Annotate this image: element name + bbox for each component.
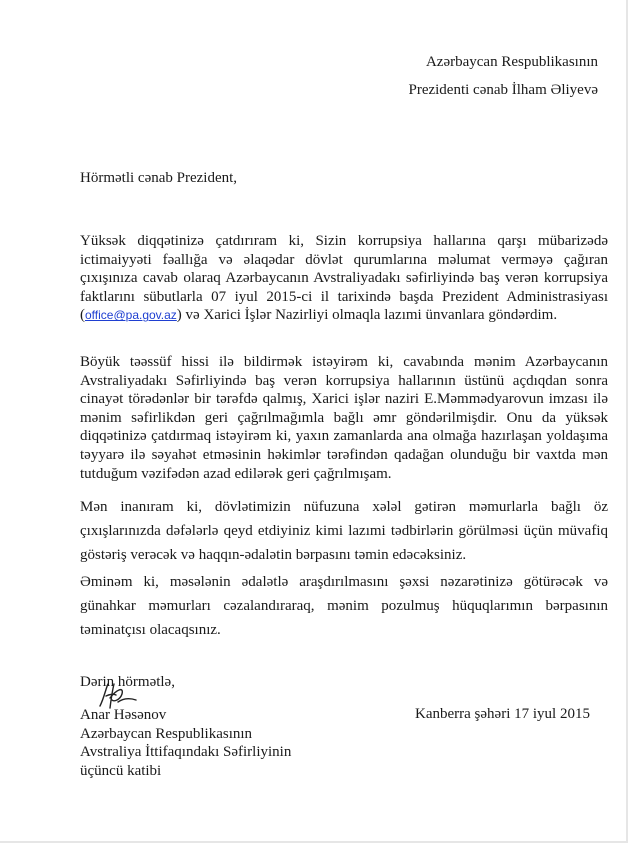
addressee-line-1: Azərbaycan Respublikasının: [425, 54, 598, 70]
sender-name: Anar Həsənov: [80, 707, 167, 723]
sender-line-3: Avstraliya İttifaqındakı Səfirliyinin: [80, 744, 292, 761]
addressee-line-2: Prezidenti cənab İlham Əliyevə: [408, 82, 598, 98]
sender-line-4: üçüncü katibi: [80, 762, 162, 779]
paragraph-1-text-before: Yüksək diqqətinizə çatdırıram ki, Sizin korrupsiya hallarına qarşı mübarizədə ictimaiyyəti fəallığa və əlaqədar dövlət qurumlarına məlumat verməyə çağıran çıxışınıza cavab olaraq Azərbaycanın Avstraliyadakı səfirliyində baş verən korrupsiya faktlarını sübutlarla 07 iyul 2015-ci il tarixində başda Prezident Administrasiyası (: [80, 233, 608, 324]
paragraph-1-text-after: ) və Xarici İşlər Nazirliyi olmaqla lazımi ünvanlara göndərdim.: [176, 307, 558, 324]
sender-block: [80, 706, 291, 780]
addressee-block: [408, 48, 598, 104]
paragraph-2: Böyük təəssüf hissi ilə bildirmək istəyirəm ki, cavabında mənim Azərbaycanın Avstraliyadakı Səfirliyində baş verən korrupsiya hallarının üstünü açdıqdan sonra cinayət törədənlər bir tərəfdə qalmış, Xarici işlər naziri E.Məmmədyarovun imzası ilə mənim səfirlikdən geri çağrılmağımla bağlı əmr göndərilmişdir. Onu da yüksək diqqətinizə çatdırmaq istəyirəm ki, yaxın zamanlarda ana olmağa hazırlaşan yoldaşıma təyyarə ilə səyahət etməsinin həkimlər tərəfindən qadağan olunduğu bir vaxtda mən tutduğum vəzifədən azad edilərək geri çağrılmışam.: [80, 354, 608, 482]
place-date: Kanberra şəhəri 17 iyul 2015: [415, 706, 590, 722]
salutation: Hörmətli cənab Prezident,: [80, 170, 238, 186]
closing-phrase: Dərin hörmətlə,: [80, 674, 175, 690]
sender-line-2: Azərbaycan Respublikasının: [80, 725, 253, 742]
paragraph-1: [80, 232, 608, 325]
paragraph-3: Mən inanıram ki, dövlətimizin nüfuzuna xələl gətirən məmurlarla bağlı öz çıxışlarınızda dəfələrlə qeyd etdiyiniz kimi lazımi tədbirlərin görülməsi üçün müvafiq göstəriş verəcək və haqqın-ədalətin bərpasını təmin edəcəksiniz.: [80, 499, 608, 563]
paragraph-4: Əminəm ki, məsələnin ədalətlə araşdırılmasını şəxsi nəzarətinizə götürəcək və günahkar məmurları cəzalandıraraq, mənim pozulmuş hüquqlarımın bərpasının təminatçısı olacaqsınız.: [80, 574, 608, 638]
email-link[interactable]: office@pa.gov.az: [85, 308, 177, 323]
